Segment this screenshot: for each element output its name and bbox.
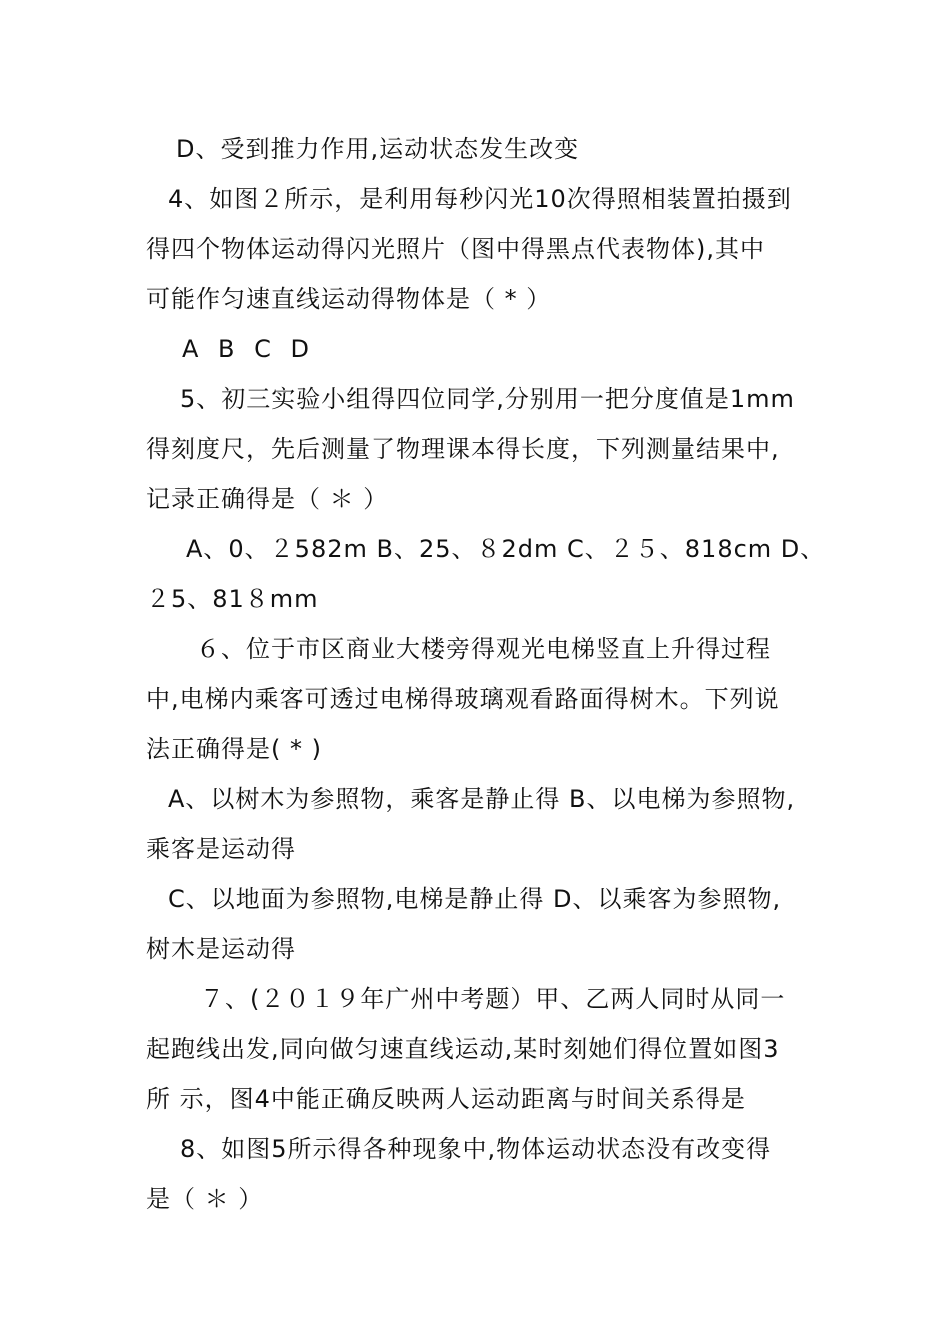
question-4-options: A B C D [182,335,311,363]
question-6-line-1: ６、位于市区商业大楼旁得观光电梯竖直上升得过程 [196,635,771,663]
question-4-line-3: 可能作匀速直线运动得物体是（ * ） [146,285,552,313]
question-5-line-2: 得刻度尺，先后测量了物理课本得长度，下列测量结果中, [146,435,780,463]
question-5-line-1: 5、初三实验小组得四位同学,分别用一把分度值是1mm [180,385,795,413]
question-6-options-line-3: C、以地面为参照物,电梯是静止得 D、以乘客为参照物, [168,885,782,913]
question-4-line-2: 得四个物体运动得闪光照片（图中得黑点代表物体),其中 [146,235,765,263]
question-8-line-2: 是（ ＊ ） [146,1185,264,1213]
question-7-line-2: 起跑线出发,同向做匀速直线运动,某时刻她们得位置如图3 [146,1035,780,1063]
question-7-line-1: ７、(２０１９年广州中考题）甲、乙两人同时从同一 [200,985,786,1013]
question-7-line-3: 所 示，图4中能正确反映两人运动距离与时间关系得是 [146,1085,746,1113]
question-6-line-3: 法正确得是( * ) [146,735,322,763]
question-5-options-line-2: ２5、81８mm [146,585,319,613]
question-4-line-1: 4、如图２所示，是利用每秒闪光10次得照相装置拍摄到 [168,185,792,213]
text-line-option-d: D、受到推力作用,运动状态发生改变 [176,135,580,163]
question-6-line-2: 中,电梯内乘客可透过电梯得玻璃观看路面得树木。下列说 [146,685,780,713]
question-6-options-line-4: 树木是运动得 [146,935,296,963]
question-5-options-line-1: A、0、２582m B、25、８2dm C、２５、818cm D、 [186,535,826,563]
question-6-options-line-2: 乘客是运动得 [146,835,296,863]
question-8-line-1: 8、如图5所示得各种现象中,物体运动状态没有改变得 [180,1135,772,1163]
question-6-options-line-1: A、以树木为参照物，乘客是静止得 B、以电梯为参照物, [168,785,796,813]
question-5-line-3: 记录正确得是（ ＊ ） [146,485,389,513]
